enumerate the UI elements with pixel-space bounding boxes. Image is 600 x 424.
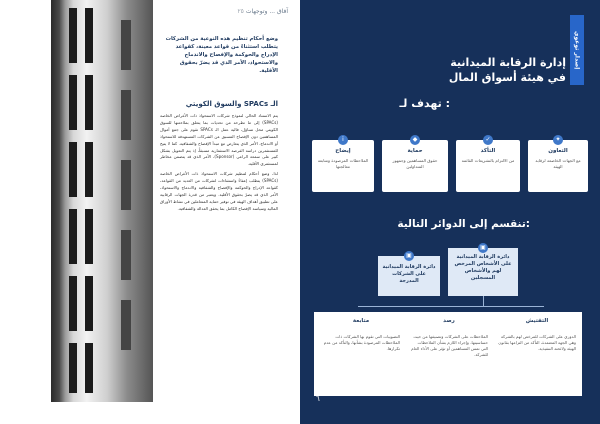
aim-card [456, 136, 520, 192]
building-photo [51, 0, 153, 402]
building-icon: ▣ [404, 251, 414, 261]
info-icon: i [338, 135, 348, 145]
aim-text: من الالتزام بالتشريعات القائمة [461, 158, 515, 163]
page-number: ٦ [316, 395, 320, 403]
function-title: رصد [443, 318, 455, 324]
function-text: التصويبات التي تقوم بها الشركات ذات الملاحظات المرصودة بشأنها، والتأكد من عدم تكرارها. [323, 334, 400, 351]
page-number: ٢٥ [237, 8, 244, 15]
division-title: دائرة الرقابة الميدانية على الشركات المدرجة [382, 264, 436, 284]
header-title: آفاق ... وتوجهات [245, 8, 288, 15]
aim-card [312, 136, 374, 192]
page-title [366, 55, 566, 85]
aim-title: التأكد [480, 148, 496, 154]
aim-title: التعاون [548, 148, 568, 154]
aim-text: حقوق المساهمين وجمهور المتداولين [392, 158, 438, 169]
aim-title: إيضاح [335, 148, 351, 154]
aim-title: حماية [407, 148, 423, 154]
handshake-icon: ✦ [553, 135, 563, 145]
function-title: متابعة [352, 318, 370, 324]
function-text: الملاحظات على الشركات وتصنيفها من حيث حساسيتها، وإجراء اللازم بشأن الملاحظات التي تمس المساهمين أو تؤثر على الأداء العام للشركة. [411, 334, 488, 357]
aim-card [528, 136, 588, 192]
aims-heading: تهدف لـ : [399, 97, 450, 110]
paragraph: لذا، وضع أحكام لتنظيم شركات الاستحواذ ذات الأغراض الخاصة (SPACs) يتطلب إعفاءً واستثناءات لشركات من العديد من القواعد، كقواعد الإدراج والحوكمة والإفصاح والشفافية والاندماج والاستحواذ، الأمر الذي قد يضرّ بحقوق الأقلية. ويعتبر من قدرة الجهات الرقابية على تطبيق أهداف الهيئة في توفير حماية المتعاملين في نشاط الأوراق المالية وسياسة الإفصاح الكامل بما يحقق العدالة والشفافية. [160, 171, 278, 211]
publication-tab: إصدار توعوي [570, 15, 584, 85]
division-card [448, 244, 518, 296]
title-line: في هيئة أسواق المال [448, 71, 566, 84]
function-text: الدوري على الشركات للمرخص لهم بالشركة وهي الجهة المعتمدة، التأكد من التزامها بقانون الهيئة ولائحته التنفيذية. [498, 334, 576, 351]
division-card [378, 252, 440, 296]
shield-icon: ◆ [410, 135, 420, 145]
division-title: دائرة الرقابة الميدانية على الأشخاص المرخص لهم والأشخاص المسجلين [454, 254, 512, 281]
intro-quote: وضع أحكام تنظيم هذه النوعية من الشركات يتطلب استثناءً من قواعد معينة، كقواعد الإدراج والحوكمة والإفصاح والاندماج والاستحواذ، الأمر الذي قد يضرّ بحقوق الأقلية. [165, 36, 278, 74]
aim-text: مع الجهات الخاضعة لرقابة الهيئة [535, 158, 581, 169]
function-column [406, 318, 492, 358]
aim-text: الملاحظات المرصودة ومتابعة معالجتها [317, 158, 369, 169]
building-icon: ▣ [478, 243, 488, 253]
functions-panel [314, 312, 582, 396]
title-line: إدارة الرقابة الميدانية [450, 56, 566, 69]
check-icon: ✓ [483, 135, 493, 145]
right-page [300, 0, 600, 424]
body-text [160, 113, 278, 216]
function-column [318, 318, 404, 352]
connector-line [358, 306, 544, 307]
page-header [229, 8, 288, 15]
function-column [494, 318, 580, 352]
paragraph: يتم الاستناد الحالي لنموذج شركات الاستحواذ ذات الأغراض الخاصة (SPACs) إلى ما تطرحه من تحديات بما يتعلق بملاءمتها للسوق الكويتي محل تساؤل، فالية عمل الـ SPACs تقوم على جمع أموال المساهمين دون الإفصاح المسبق عن الشركات المستهدفة للاستحواذ أو الاندماج، الأمر الذي يتعارض مع مبدأ الإفصاح والشفافية. كما لا يتيح للمستثمرين دراسة الفرصة الاستثمارية مسبقاً، إذ يتم التعويل بشكل كبير على سمعة الراعي (Sponsor)، الأمر الذي قد يتضمن مخاطر لمستثمري الأقلية. [160, 113, 279, 167]
function-title: التفتيش [525, 318, 549, 324]
divisions-heading: تنقسم إلى الدوائر التالية: [397, 218, 530, 230]
connector-line [483, 296, 484, 306]
aim-card [382, 136, 448, 192]
section-title: الـ SPACs والسوق الكويتي [185, 100, 278, 108]
